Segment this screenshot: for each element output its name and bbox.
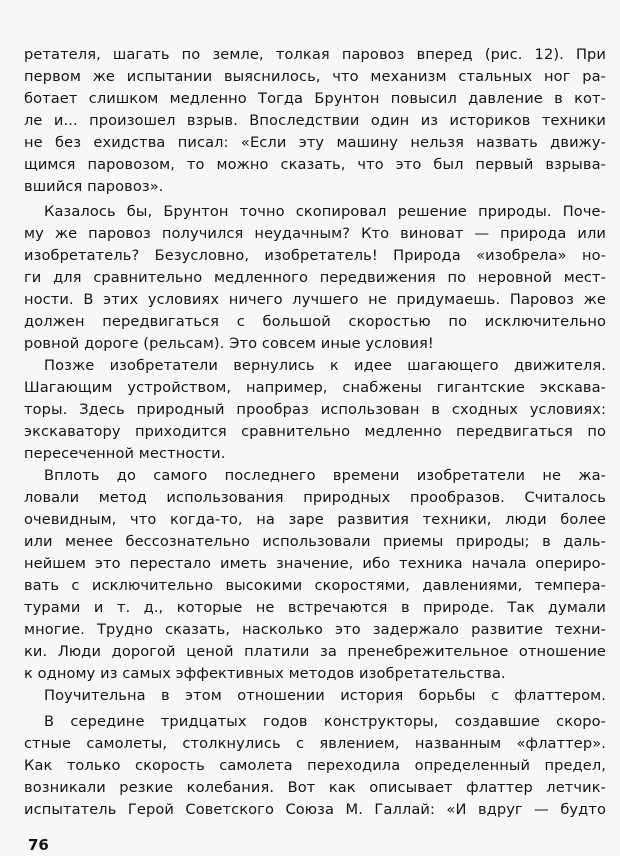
text-line: очевидным, что когда-то, на заре развития техники, люди более bbox=[24, 511, 606, 528]
text-line: нейшем это перестало иметь значение, ибо техника начала опериро- bbox=[24, 555, 606, 572]
text-line: должен передвигаться с большой скоростью по исключительно bbox=[24, 313, 606, 330]
text-line: экскаватору приходится сравнительно медленно передвигаться по bbox=[24, 423, 606, 440]
text-line: многие. Трудно сказать, насколько это задержало развитие техни- bbox=[24, 621, 606, 638]
text-line: турами и т. д., которые не встречаются в природе. Так думали bbox=[24, 599, 606, 616]
text-line: ботает слишком медленно Тогда Брунтон повысил давление в кот- bbox=[24, 90, 606, 107]
text-line: ловали метод использования природных прообразов. Считалось bbox=[24, 489, 606, 506]
paragraph-start: В середине тридцатых годов конструкторы, создавшие скоро- bbox=[44, 713, 606, 730]
text-line: вать с исключительно высокими скоростями, давлениями, темпера- bbox=[24, 577, 606, 594]
text-line: изобретатель? Безусловно, изобретатель! Природа «изобрела» но- bbox=[24, 247, 606, 264]
text-line: ги для сравнительно медленного передвижения по неровной мест- bbox=[24, 269, 606, 286]
paragraph-start: Позже изобретатели вернулись к идее шагающего движителя. bbox=[44, 357, 606, 374]
text-line: ности. В этих условиях ничего лучшего не придумаешь. Паровоз же bbox=[24, 291, 606, 308]
paragraph-start: Вплоть до самого последнего времени изобретатели не жа- bbox=[44, 467, 606, 484]
paragraph-start: Поучительна в этом отношении история борьбы с флаттером. bbox=[44, 687, 606, 704]
text-line: Шагающим устройством, например, снабжены гигантские экскава- bbox=[24, 379, 606, 396]
page-number: 76 bbox=[28, 836, 49, 854]
text-line: ретателя, шагать по земле, толкая паровоз вперед (рис. 12). При bbox=[24, 46, 606, 63]
paragraph-start: Казалось бы, Брунтон точно скопировал решение природы. Поче- bbox=[44, 203, 606, 220]
text-line: возникали резкие колебания. Вот как описывает флаттер летчик- bbox=[24, 779, 606, 796]
text-line: первом же испытании выяснилось, что механизм стальных ног ра- bbox=[24, 68, 606, 85]
text-line: торы. Здесь природный прообраз использован в сходных условиях: bbox=[24, 401, 606, 418]
text-line: ле и... произошел взрыв. Впоследствии один из историков техники bbox=[24, 112, 606, 129]
text-line: вшийся паровоз». bbox=[24, 178, 164, 195]
text-line: стные самолеты, столкнулись с явлением, названным «флаттер». bbox=[24, 735, 606, 752]
text-line: ровной дороге (рельсам). Это совсем иные условия! bbox=[24, 335, 434, 352]
text-line: щимся паровозом, то можно сказать, что это был первый взрыва- bbox=[24, 156, 606, 173]
text-line: му же паровоз получился неудачным? Кто виноват — природа или bbox=[24, 225, 606, 242]
text-line: не без ехидства писал: «Если эту машину нельзя назвать движу- bbox=[24, 134, 606, 151]
text-line: Как только скорость самолета переходила определенный предел, bbox=[24, 757, 606, 774]
text-line: к одному из самых эффективных методов изобретательства. bbox=[24, 665, 506, 682]
text-line: или менее бессознательно использовали приемы природы; в даль- bbox=[24, 533, 606, 550]
text-line: испытатель Герой Советского Союза М. Галлай: «И вдруг — будто bbox=[24, 801, 606, 818]
text-line: пересеченной местности. bbox=[24, 445, 226, 462]
text-line: ки. Люди дорогой ценой платили за пренебрежительное отношение bbox=[24, 643, 606, 660]
